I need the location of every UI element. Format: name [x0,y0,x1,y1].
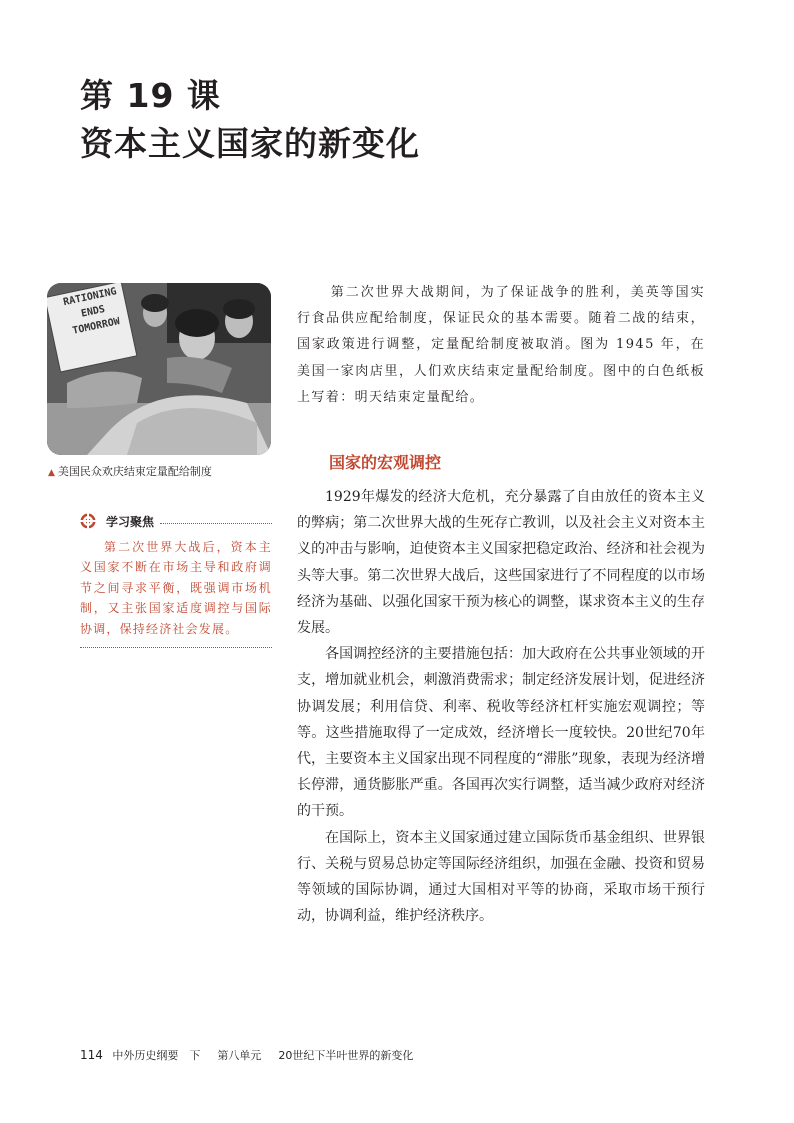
sign-line-3: TOMORROW [71,316,121,337]
body-paragraph-1: 1929年爆发的经济大危机，充分暴露了自由放任的资本主义的弊病；第二次世界大战的生死存亡教训，以及社会主义对资本主义的冲击与影响，迫使资本主义国家把稳定政治、经济和社会视为头等大事。第二次世界大战后，这些国家进行了不同程度的以市场经济为基础、以强化国家干预为核心的调整，谋求资本主义的生存发展。 [297,489,705,637]
photo-caption [48,464,212,481]
learning-focus-text: 第二次世界大战后，资本主义国家不断在市场主导和政府调节之间寻求平衡，既强调市场机制，又主张国家适度调控与国际协调，保持经济社会发展。 [80,540,272,636]
lesson-name: 资本主义国家的新变化 [80,124,420,163]
triangle-icon: ▲ [48,468,55,478]
dotted-divider-bottom [80,647,272,648]
page-number: 114 [80,1048,103,1062]
intro-text: 第二次世界大战期间，为了保证战争的胜利，美英等国实行食品供应配给制度，保证民众的基本需要。随着二战的结束，国家政策进行调整，定量配给制度被取消。图为 1945 年，在美国一家肉店里，人们欢庆结束定量配给制度。图中的白色纸板上写着：明天结束定量配给。 [297,285,705,405]
intro-paragraph [297,280,705,411]
page-footer [80,1047,413,1063]
footer-unit: 第八单元 [217,1049,262,1062]
footer-unit-title: 20世纪下半叶世界的新变化 [278,1049,414,1062]
section-heading: 国家的宏观调控 [329,453,442,472]
lesson-title [80,72,420,168]
learning-focus-box [80,511,272,648]
body-paragraph-3: 在国际上，资本主义国家通过建立国际货币基金组织、世界银行、关税与贸易总协定等国际经济组织，加强在金融、投资和贸易等领域的国际协调，通过大国相对平等的协商，采取市场干预行动，协调利益，维护经济秩序。 [297,829,705,925]
sign-line-1: RATIONING [62,286,118,309]
learning-focus-heading: 学习聚焦 [106,514,155,529]
body-paragraph-2: 各国调控经济的主要措施包括：加大政府在公共事业领域的开支，增加就业机会，刺激消费需求；制定经济发展计划，促进经济协调发展；利用信贷、利率、税收等经济杠杆实施宏观调控；等等。这些措施取得了一定成效，经济增长一度较快。20世纪70年代，主要资本主义国家出现不同程度的“滞胀”现象，表现为经济增长停滞，通货膨胀严重。各国再次实行调整，适当减少政府对经济的干预。 [297,646,705,820]
historical-photo [47,283,271,455]
dotted-divider [160,523,272,524]
sign-line-2: ENDS [80,303,107,320]
footer-book: 中外历史纲要 下 [112,1049,201,1062]
lesson-number: 第 19 课 [80,76,221,115]
caption-text: 美国民众欢庆结束定量配给制度 [57,465,212,478]
focus-target-icon [80,513,96,529]
section-body [297,484,705,929]
